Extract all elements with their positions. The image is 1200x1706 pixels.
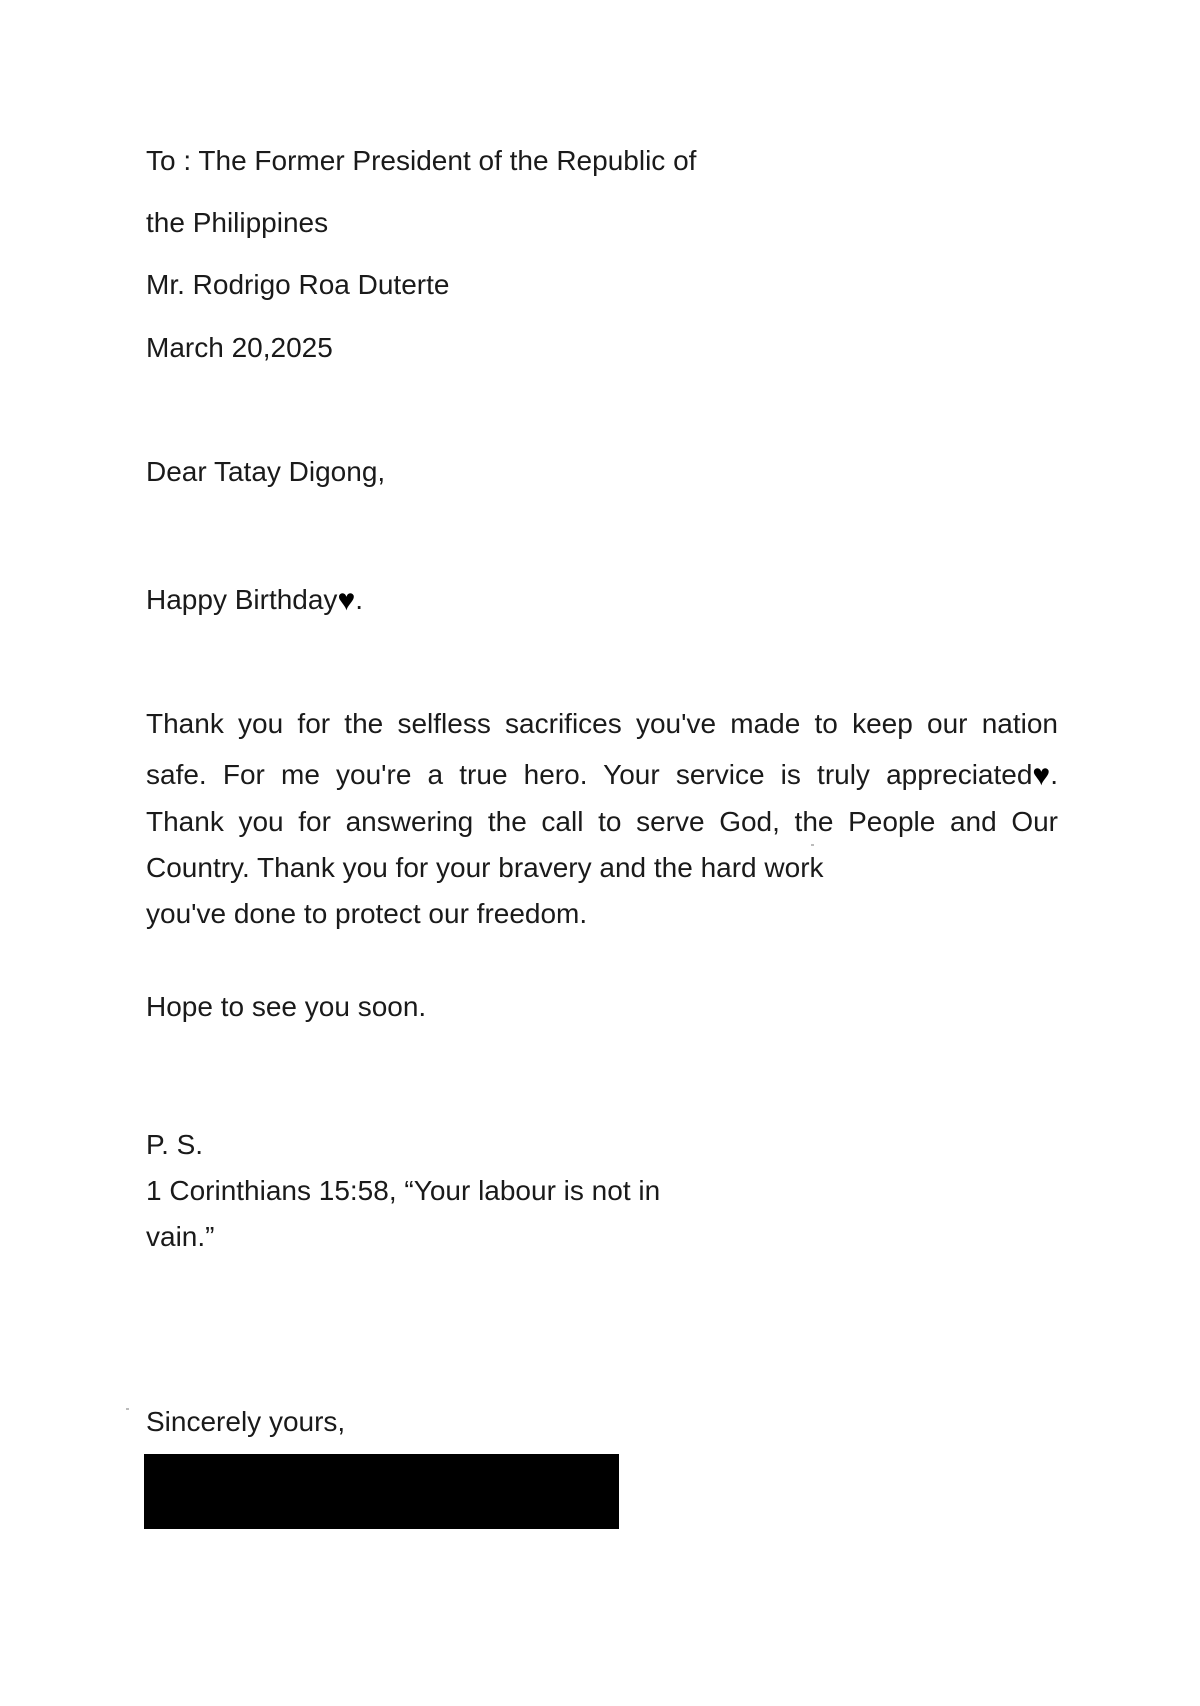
- scan-speck: [811, 844, 814, 846]
- birthday-greeting-end: .: [355, 584, 364, 615]
- birthday-greeting: [146, 582, 363, 618]
- recipient-line-2: the Philippines: [146, 207, 329, 238]
- body-line-4: Country. Thank you for your bravery and the hard work: [146, 852, 824, 883]
- signoff: Sincerely yours,: [146, 1406, 346, 1437]
- body-line-2-text: safe. For me you're a true hero. Your service is truly appreciated: [146, 759, 1033, 790]
- letter-date: March 20,2025: [146, 332, 333, 363]
- recipient-line-1: To : The Former President of the Republic of: [146, 145, 697, 176]
- recipient-name: Mr. Rodrigo Roa Duterte: [146, 269, 450, 300]
- signature-redaction-box: [144, 1454, 619, 1529]
- body-line-3: Thank you for answering the call to serve God, the People and Our: [146, 806, 1058, 837]
- scan-speck: [126, 1408, 129, 1410]
- postscript-label: P. S.: [146, 1129, 204, 1160]
- body-line-1: Thank you for the selfless sacrifices you've made to keep our nation: [146, 708, 1058, 739]
- postscript-line-1: 1 Corinthians 15:58, “Your labour is not in: [146, 1175, 661, 1206]
- closing-hope: Hope to see you soon.: [146, 991, 427, 1022]
- heart-icon: ♥: [337, 584, 356, 617]
- body-line-5: you've done to protect our freedom.: [146, 898, 588, 929]
- heart-icon: ♥: [1032, 759, 1051, 792]
- salutation: Dear Tatay Digong,: [146, 456, 386, 487]
- birthday-greeting-text: Happy Birthday: [146, 584, 338, 615]
- body-line-2: [146, 757, 1058, 793]
- body-line-2-end: .: [1050, 759, 1058, 790]
- postscript-line-2: vain.”: [146, 1221, 215, 1252]
